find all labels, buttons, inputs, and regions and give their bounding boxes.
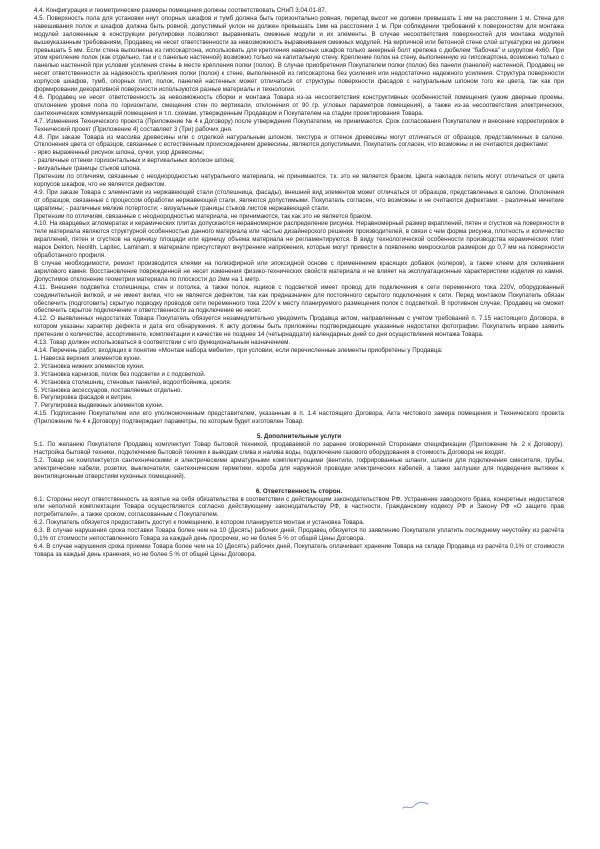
clause-5-1: 5.1. По желанию Покупателя Продавец комплектует Товар бытовой техникой, продаваемой по заранее оговоренной Сторонами спецификации (Приложение № 2 к Договору). Настройка бытовой техники, подключение бытовой техники к выводам слива и налива воды, подключение газового оборудования в стоимость Договора не входят. <box>34 441 564 456</box>
clause-4-12: 4.12. О выявленных недостатках Товара Покупатель обязуется незамедлительно уведомить Продавца актом, направленным с учетом требований п. 7.15 настоящего Договора, в котором указаны характер дефекта и дата его обнаружения. К акту должны быть приложены подтверждающие указанные недостатки фотографии. Покупатель вправе заявить претензии о количестве, ассортименте, комплектации и качестве не позднее 14 (четырнадцати) календарных дней со дня осуществления монтажа Товара. <box>34 315 564 339</box>
section-6-title: 6. Ответственность сторон. <box>255 487 343 495</box>
section-spacer <box>34 426 564 433</box>
list-item: 7. Регулировка выдвижных элементов кухни. <box>34 402 164 410</box>
list-item: - визуальные границы стыков шпона. <box>34 165 142 173</box>
clause-6-2: 6.2. Покупатель обязуется предоставить доступ к помещению, в котором планируется монтаж и установка Товара. <box>34 519 365 527</box>
clause-4-11: 4.11. Внешняя подсветка столешницы, стен и потолка, а также полок, ящиков с подсветкой имеет провод для подключения к сети переменного тока 220V, оборудованный соединительной вилкой, и не имеет вилки, что не является дефектом, так как предназначен для постоянного скрытого подключения к сети. Перед монтажом Покупатель обязан обеспечить (подготовить) скрытую подводку проводов сети переменного тока 220V к месту планируемого размещения полок с подсветкой. В противном случае, Продавец не сможет обеспечить скрытое подключение и ответственности за подключение не несет. <box>34 283 564 315</box>
clause-4-4: 4.4. Конфигурация и геометрические размеры помещения должны соответствовать СНиП 3.04.01-87. <box>34 7 327 14</box>
document-body <box>34 7 564 559</box>
clause-4-10: 4.10. На кварцевых агломератах и керамических плитах допускаются неравномерное распределение рисунка. Неравномерный размер вкраплений, пятен и сгустков на поверхности в теле материала являются структурной особенностью данного материала или частью дизайнерского решения производителей, в связи с чем форма рисунка, плотность и количество вкраплений, пятен и сгустков на единицу площади или единицу объема материала не регламентируются. В виду технологической особенности производства керамических плит марок Dekton, Neolith, Lapitec, Laminam, в материале присутствуют внутренние напряжения, которые могут привести в появлению микросколов размером до 0,7 мм на поверхности обработанного профиля. <box>34 220 564 260</box>
clause-4-5: 4.5. Поверхность пола для установки ниут опорных шкафов и тумб должна быть горизонтально ровная, перепад высот не должен превышать 1 мм на расстоянии 1 м. Стена для навешивания полок и шкафов должна быть ровной, допустимый уклон не должен превышать 1мм на расстоянии 1 м. При соблюдении требований к поверхностям для монтажа модулей заложенные в конструкции регулировки позволяют выравнивать смежные модули и их элементы. В случае несоответствия поверхностей для монтажа модулей вышеуказанным требованиям, Продавец не несет ответственности за невозможность выравнивания смежных модулей. На кирпичной или бетонной стене слой штукатурки не должен превышать 5 мм. Если стена выполнена из гипсокартона, использовать для крепления навесных шкафов только анкерный болт крепежа с дюбелем "бабочка" и шурупом 4х60. При этом крепление полок (как отдельно, так и с панелью настенной) возможно только на капитальную стену. Крепление полок на стену, выполненную из гипсокартона, возможно только с панелью настенной при условии усиления стены в месте крепления полки (полок). В случае приобретения Покупателем полки (полок) без панели (панелей) настенной, Продавец не несет ответственности за надежность крепления полки (полок) к стене, выполненной из гипсокартона без усиления или недостаточно надежного усиления. Структура поверхности корпусов шкафов, тумб, опорных плит, полок, панелей настенных может отличаться от структуры поверхности фасадов с натуральным шпоном того же цвета, так как при формировании декоративной поверхности используются разные материалы и технологии. <box>34 14 564 94</box>
clause-4-15: 4.15. Подписание Покупателем или его уполномоченным представителем, указанным в п. 1.4 настоящего Договора, Акта чистового замера помещения и Технического проекта (Приложение № 4 к Договору) подтверждает параметры, по которым будет изготовлен Товар. <box>34 410 564 426</box>
clause-5-2: 5.2. Товар не комплектуется сантехническими и электрическими арматурными комплектующими (вентили, гофрированные шланги, шланги для подключения смесителя, трубы, электрические кабели, розетки, выключатели, сантехнические герметики, короба для наружной проводки электрических кабелей, а также заглушки для подведения вытяжек к вентиляционным отверстиям кухонных помещений). <box>34 456 564 480</box>
clause-4-8: 4.8. При заказе Товара из массива древесины или с отделкой натуральным шпоном, текстура и оттенок древесины могут отличаться от образцов, представленных в салоне. Отклонения цвета от образцов, связанные с естественным происхождением древесины, являются допустимыми. Покупатель согласен, что возможны и не считаются дефектами: <box>34 133 564 149</box>
section-spacer <box>34 481 564 488</box>
repair-note: В случае необходимости, ремонт производится клеями на полиэфирной или эпоксидной основе с применением красящих добавок (колеров), а также клеем для склеивания акрилового камня. Восстановление поврежденной не несет изменения физико-технических свойств материала и не влияет на эксплуатационные характеристики изделия из камня. Допустимое отклонение геометрии материала по плоскости до 2мм на 1 метр. <box>34 260 564 283</box>
clause-6-4: 6.4. В случае нарушения срока приемки Товара более чем на 10 (Десять) рабочих дней, Покупатель оплачивает хранение Товара на складе Продавца из расчёта 0,1% от стоимости товара за каждый день хранения, но не более 5 % от общей Цены Договора. <box>34 543 564 558</box>
pretension-note: Претензии по отличиям, связанные с неоднородностью натурального материала, не принимаются, т.к. это не является браком. Цвета накладок петель могут отличаться от цвета корпусов шкафов, что не является дефектом. <box>34 173 564 188</box>
signature-mark <box>401 795 431 813</box>
section-5-title: 5. Дополнительные услуги <box>256 433 342 441</box>
list-item: - различные оттенки горизонтальных и вертикальных волокон шпона; <box>34 157 235 165</box>
list-item: 1. Навеска верхних элементов кухни. <box>34 354 142 362</box>
clause-4-13: 4.13. Товар должен использоваться в соответствии с его функциональным назначением. <box>34 339 291 347</box>
clause-4-9: 4.9. При заказе Товара с элементами из нержавеющей стали (столешница, фасады), внешний вид элементов может отличаться от образцов, представленных в салоне. Отклонения от образцов, связанные с процессом обработки нержавеющей стали, являются допустимыми. Покупатель согласен, что возможны и не считаются дефектами: - различные нечеткие царапины; - различные мелкие потертости; - визуальные границы стыков листов нержавеющей стали. <box>34 188 564 212</box>
clause-4-14: 4.14. Перечень работ, входящих в понятие «Монтаж набора мебели», при условии, если перечисленные элементы приобретены у Продавца: <box>34 346 443 354</box>
clause-4-6: 4.6. Продавец не несет ответственность за невозможность сборки и монтажа Товара из-за несоответствия конструктивных особенностей помещения (узкие дверные проемы, отклонение уровня пола по горизонтали, смещения стен по вертикали, отклонения от 90 гр. угловых параметров помещения), а также из-за несоответствия электрических, сантехнических коммуникаций помещения и т.п. схемам, утвержденным Продавцом и Покупателем на стадии проектирования Товара. <box>34 93 564 117</box>
list-item: 4. Установка столешниц, стеновых панелей, водоотбойника, цоколя. <box>34 378 232 386</box>
list-item: 5. Установка аксессуаров, поставляемых отдельно. <box>34 386 183 394</box>
list-item: 6. Регулировка фасадов и витрин. <box>34 394 133 402</box>
list-item: - ярко выраженный рисунок шпона, сучки, узор древесины; <box>34 149 205 157</box>
clause-6-1: 6.1. Стороны несут ответственность за взятые на себя обязательства в соответствии с действующим законодательством РФ. Устранение заводского брака, конкретных недостатков или неполной комплектации Товара осуществляется согласно действующему законодательству РФ, в частности, Гражданскому кодексу РФ и Закону РФ «О защите прав потребителей», а также сроком, согласованным с Покупателем. <box>34 495 564 519</box>
pretension-note: Претензии по отличиям, связанные с неоднородностью материала, не принимаются, так как это не является браком. <box>34 212 373 220</box>
list-item: 2. Установка нижних элементов кухни. <box>34 362 145 370</box>
clause-6-3: 6.3. В случае нарушения срока поставки Товара более чем на 10 (Десять) рабочих дней, Продавец обязуется по заявлению Покупателя уплатить последнему неустойку из расчёта 0,1% от стоимости непоставленного Товара за каждый день просрочки, но не более 5 % от общей Цены Договора. <box>34 527 564 543</box>
list-item: 3. Установка карнизов, полок без подсветки и с подсветкой. <box>34 370 206 378</box>
signature-stroke <box>403 802 428 808</box>
clause-4-7: 4.7. Изменения Технического проекта (Приложение № 4 к Договору) после утверждения Покупателем, не принимаются. Срок согласования Покупателем и внесение корректировок в Технический проект (Приложение 4) составляет 3 (Три) рабочих дня. <box>34 117 564 133</box>
